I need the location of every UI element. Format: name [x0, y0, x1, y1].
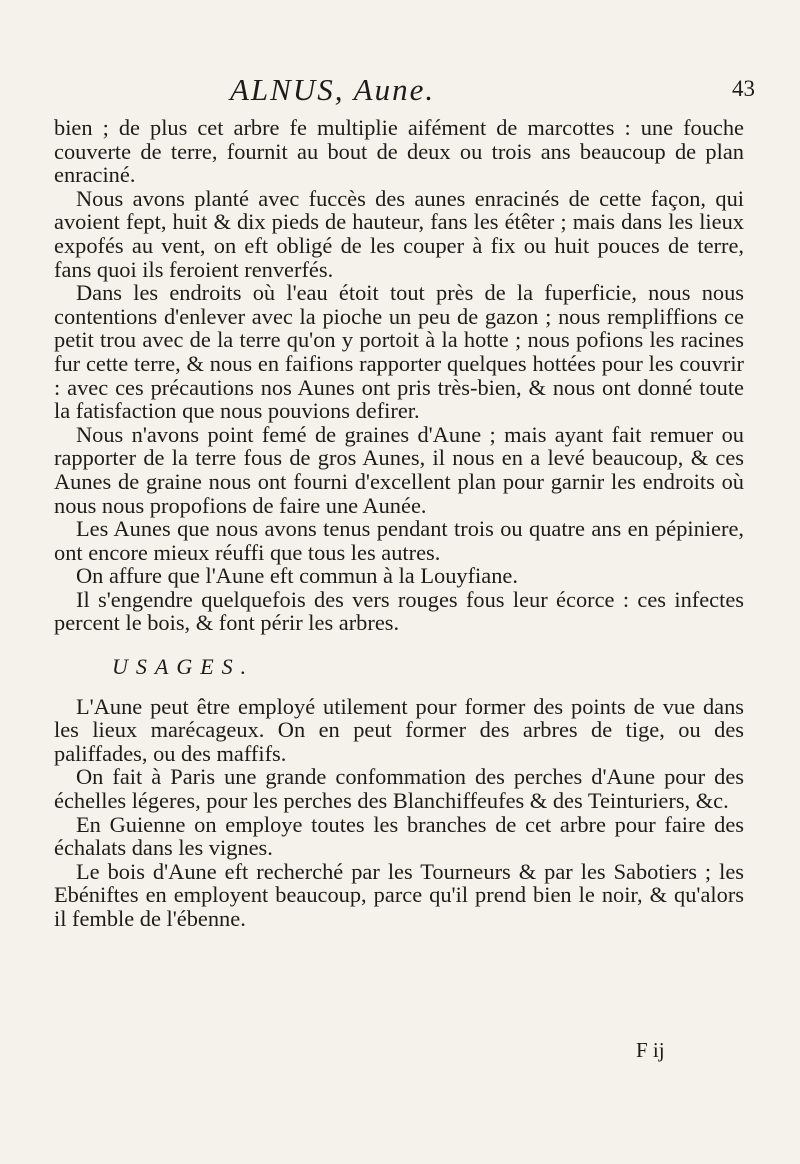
- paragraph: Nous n'avons point femé de graines d'Aune ; mais ayant fait remuer ou rapporter de la terre fous de gros Aunes, il nous en a levé beaucoup, & ces Aunes de graine nous ont fourni d'excellent plan pour garnir les endroits où nous nous propofions de faire une Aunée.: [54, 421, 744, 518]
- body-text: [54, 116, 744, 931]
- paragraph: On fait à Paris une grande confommation des perches d'Aune pour des échelles légeres, pour les perches des Blanchiffeufes & des Teinturiers, &c.: [54, 764, 744, 814]
- paragraph: Il s'engendre quelquefois des vers rouges fous leur écorce : ces infectes percent le bois, & font périr les arbres.: [54, 586, 744, 636]
- page-header: [0, 70, 800, 110]
- page-number: 43: [732, 76, 755, 101]
- paragraph: Nous avons planté avec fuccès des aunes enracinés de cette façon, qui avoient fept, huit & dix pieds de hauteur, fans les étêter ; mais dans les lieux expofés au vent, on eft obligé de les couper à fix ou huit pouces de terre, fans quoi ils feroient renverfés.: [54, 185, 744, 282]
- paragraph: L'Aune peut être employé utilement pour former des points de vue dans les lieux marécageux. On en peut former des arbres de tige, ou des paliffades, ou des maffifs.: [54, 693, 744, 766]
- running-head: ALNUS, Aune.: [230, 72, 436, 107]
- paragraph: Dans les endroits où l'eau étoit tout près de la fuperficie, nous nous contentions d'enlever avec la pioche un peu de gazon ; nous rempliffions ce petit trou avec de la terre qu'on y portoit à la hotte ; nous pofions les racines fur cette terre, & nous en faifions rapporter quelques hottées pour les couvrir : avec ces précautions nos Aunes ont pris très-bien, & nous ont donné toute la fatisfaction que nous pouvions defirer.: [54, 280, 744, 424]
- paragraph: Le bois d'Aune eft recherché par les Tourneurs & par les Sabotiers ; les Ebéniftes en employent beaucoup, parce qu'il prend bien le noir, & qu'alors il femble de l'ébenne.: [54, 858, 744, 931]
- signature-mark: F ij: [636, 1038, 665, 1062]
- paragraph: On affure que l'Aune eft commun à la Louyfiane.: [76, 563, 518, 589]
- paragraph: Les Aunes que nous avons tenus pendant trois ou quatre ans en pépiniere, ont encore mieux réuffi que tous les autres.: [54, 516, 744, 565]
- section-title: USAGES.: [112, 654, 255, 680]
- paragraph: En Guienne on employe toutes les branches de cet arbre pour faire des échalats dans les vignes.: [54, 811, 744, 861]
- paragraph: bien ; de plus cet arbre fe multiplie aifément de marcottes : une fouche couverte de terre, fournit au bout de deux ou trois ans beaucoup de plan enraciné.: [54, 115, 744, 188]
